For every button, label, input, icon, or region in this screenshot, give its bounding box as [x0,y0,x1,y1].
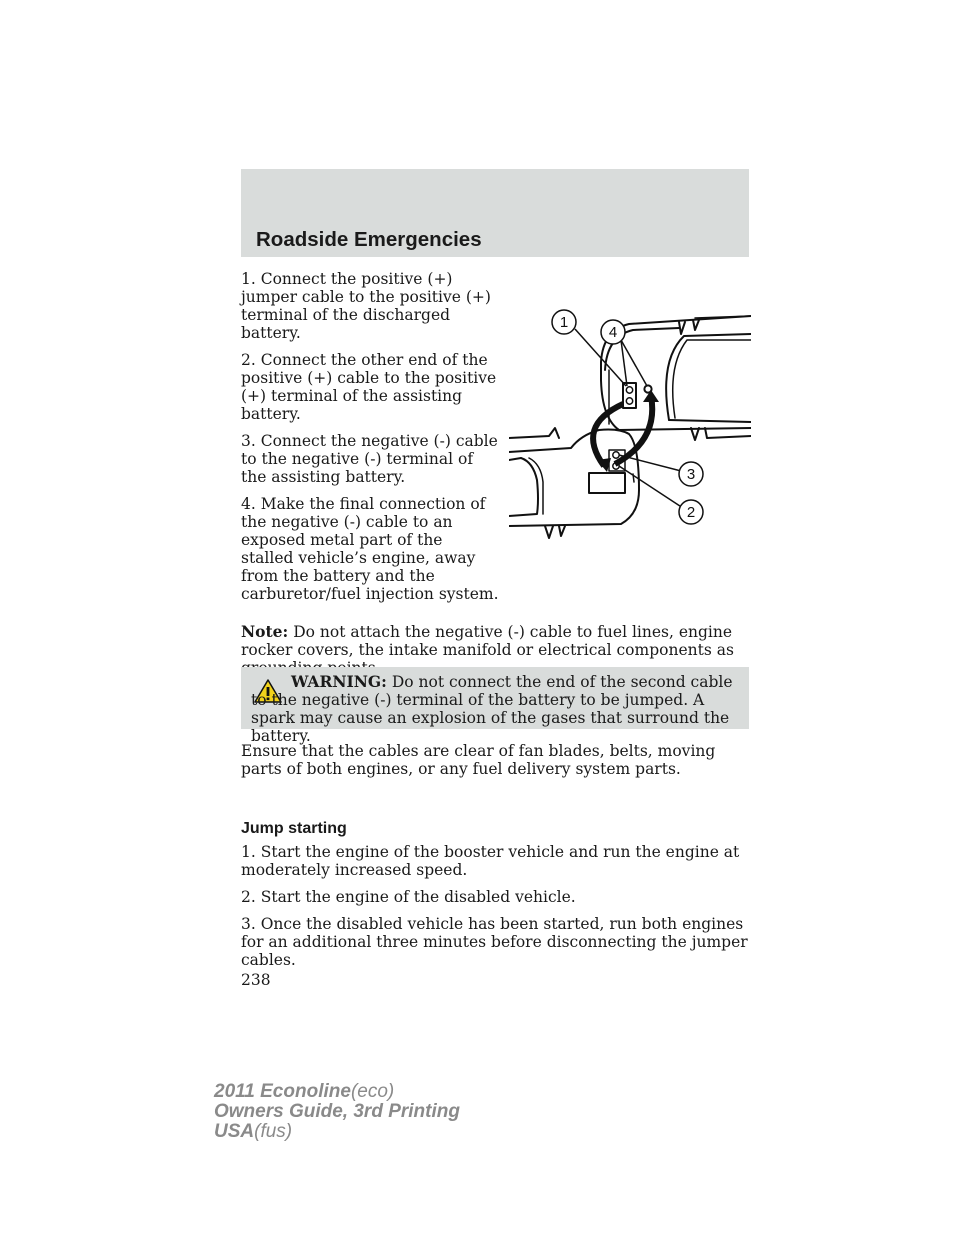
footer-guide: Owners Guide, 3rd Printing [214,1101,460,1122]
jumper-cable-diagram [509,300,751,545]
warning-text-block [251,673,741,745]
jumper-cable-connection-diagram-icon [509,300,751,545]
document-footer [214,1082,460,1142]
callout-3: 3 [686,466,696,483]
section-title: Roadside Emergencies [256,228,482,251]
connection-step-2: 2. Connect the other end of the positive (+) cable to the positive (+) terminal of the assisting battery. [241,351,497,423]
jump-starting-heading: Jump starting [241,820,347,837]
connection-steps [241,270,499,612]
note-text: Do not attach the negative (-) cable to fuel lines, engine rocker covers, the intake manifold or electrical components as [241,623,734,659]
footer-model-code: (eco) [350,1081,395,1102]
clearance-paragraph: Ensure that the cables are clear of fan blades, belts, moving parts of both engines, or any fuel delivery system parts. [241,742,716,778]
section-header-band [241,169,749,257]
connection-step-3: 3. Connect the negative (-) cable to the negative (-) terminal of the assisting battery. [241,432,498,486]
warning-text: Do not connect the end of the second cable to the negative (-) terminal of the battery to be jumped. A spark may cause an explosion of the gases that surround the battery. [251,673,733,745]
footer-market: USA [214,1121,255,1142]
footer-market-code: (fus) [254,1121,293,1142]
jump-step-1: 1. Start the engine of the booster vehicle and run the engine at moderately increased speed. [241,843,740,879]
connection-step-1: 1. Connect the positive (+) jumper cable to the positive (+) terminal of the discharged battery. [241,270,491,342]
jump-step-2: 2. Start the engine of the disabled vehicle. [241,888,576,906]
callout-1: 1 [559,314,569,331]
note-label: Note: [241,622,289,641]
callout-2: 2 [686,504,696,521]
jump-step-3: 3. Once the disabled vehicle has been started, run both engines for an additional three minutes before disconnecting the jumper cables. [241,915,748,969]
page-number: 238 [241,971,271,989]
connection-step-4: 4. Make the final connection of the negative (-) cable to an exposed metal part of the stalled vehicle’s engine, away from the battery and the carburetor/fuel injection system. [241,495,499,603]
warning-label: WARNING: [291,672,387,691]
callout-4: 4 [608,324,618,341]
warning-box [241,667,749,745]
footer-model: 2011 Econoline [214,1081,351,1102]
